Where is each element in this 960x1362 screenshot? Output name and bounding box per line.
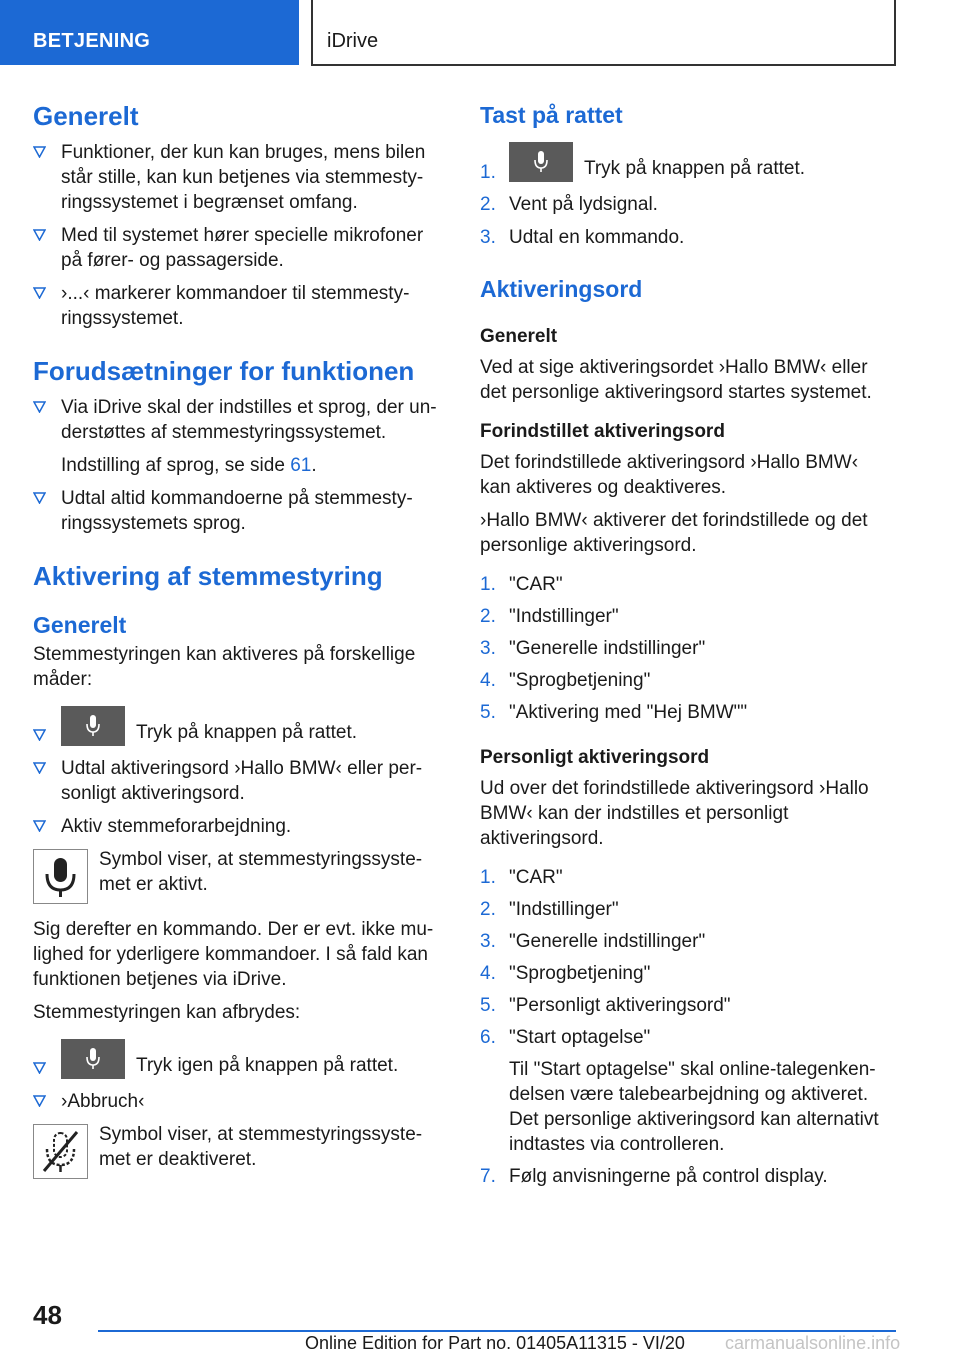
bullet-item: Udtal aktiveringsord ›Hallo BMW‹ eller personligt aktiveringsord. [33,756,443,806]
paragraph: Stemmestyringen kan afbrydes: [33,1002,301,1023]
triangle-bullet-icon [33,400,46,413]
section-title: BETJENING [33,30,151,52]
symbol-row: Symbol viser, at stemmestyringssystemet er aktivt. [33,847,443,903]
triangle-bullet-icon [33,286,46,299]
heading-tast: Tast på rattet [480,102,623,128]
left-column [33,100,443,1178]
step-item: 1. "CAR" [480,867,563,888]
chapter-title: iDrive [327,30,379,52]
step-item: 7. Følg anvisningerne på control display. [480,1166,828,1187]
bullet-item: ›...‹ markerer kommandoer til stemmestyringssystemet. [33,281,443,331]
bullet-item: Aktiv stemmeforarbejdning. [33,814,443,839]
steering-wheel-voice-button-icon [61,706,125,746]
step-item: 2. Vent på lydsignal. [480,194,658,215]
bullet-item: Tryk på knappen på rattet. [33,706,443,746]
heading-aktiveringsord: Aktiveringsord [480,276,643,302]
bullet-item: ›Abbruch‹ [33,1089,443,1114]
step-item: 3. "Generelle indstillinger" [480,931,706,952]
paragraph: Ved at sige aktiveringsordet ›Hallo BMW‹ eller det personlige aktiveringsord startes systemet. [480,357,872,403]
triangle-bullet-icon [33,819,46,832]
heading-forudsaetninger: Forudsætninger for funktionen [33,356,415,386]
triangle-bullet-icon [33,728,46,741]
footer-edition: Online Edition for Part no. 01405A11315 - VI/20 [305,1333,685,1353]
paragraph: Sig derefter en kommando. Der er evt. ikke mulighed for yderligere kommandoer. I så fald kan funktionen betjenes via iDrive. [33,919,434,990]
section-tab [0,0,299,65]
page-link[interactable]: 61 [290,455,312,476]
step-item: 3. Udtal en kommando. [480,227,685,248]
bullet-item: Tryk igen på knappen på rattet. [33,1039,443,1079]
step-item: 3. "Generelle indstillinger" [480,638,706,659]
page-number: 48 [33,1300,62,1330]
paragraph: Stemmestyringen kan aktiveres på forskellige måder: [33,644,416,690]
triangle-bullet-icon [33,145,46,158]
triangle-bullet-icon [33,228,46,241]
triangle-bullet-icon [33,1061,46,1074]
steering-wheel-voice-button-icon [509,142,573,182]
bullet-item: Med til systemet hører specielle mikrofoner på fører- og passagerside. [33,223,443,273]
step-item: 5. "Personligt aktiveringsord" [480,995,731,1016]
step-item: 4. "Sprogbetjening" [480,963,651,984]
subheading-generelt: Generelt [33,612,127,638]
right-column [480,100,890,1189]
subheading-generelt: Generelt [480,326,558,347]
watermark: carmanualsonline.info [725,1333,901,1353]
step-item: 4. "Sprogbetjening" [480,670,651,691]
paragraph: Ud over det forindstillede aktiveringsord ›Hallo BMW‹ kan der indstilles et personligt aktiveringsord. [480,778,869,849]
paragraph: ›Hallo BMW‹ aktiverer det forindstillede og det personlige aktiveringsord. [480,510,868,556]
step-item: 2. "Indstillinger" [480,606,619,627]
step-item: 1. Tryk på knappen på rattet. [480,142,890,182]
sub-paragraph: Indstilling af sprog, se side 61. [61,455,317,476]
step-item: 6. "Start optagelse" [480,1027,651,1048]
microphone-active-icon [33,849,88,904]
step-item: 2. "Indstillinger" [480,899,619,920]
bullet-item: Udtal altid kommandoerne på stemmestyringssystemets sprog. [33,486,443,536]
paragraph: Det forindstillede aktiveringsord ›Hallo BMW‹ kan aktiveres og deaktiveres. [480,452,859,498]
triangle-bullet-icon [33,761,46,774]
subheading-forindstillet: Forindstillet aktiveringsord [480,421,725,442]
bullet-item: Via iDrive skal der indstilles et sprog, der understøttes af stemmestyringssystemet. [33,395,443,445]
footer-divider [98,1330,896,1332]
triangle-bullet-icon [33,491,46,504]
step-item: 1. "CAR" [480,574,563,595]
steering-wheel-voice-button-icon [61,1039,125,1079]
heading-aktivering: Aktivering af stemmestyring [33,561,383,591]
subheading-personligt: Personligt aktiveringsord [480,747,710,768]
triangle-bullet-icon [33,1094,46,1107]
heading-generelt: Generelt [33,101,139,131]
bullet-item: Funktioner, der kun kan bruges, mens bilen står stille, kan kun betjenes via stemmestyringssystemet i begrænset omfang. [33,140,443,215]
step-note: Til "Start optagelse" skal online-talegenkendelsen være talebearbejdning og aktiveret. Det personlige aktiveringsord kan alternativt indtastes via controlleren. [509,1059,879,1155]
microphone-muted-icon [33,1124,88,1179]
step-item: 5. "Aktivering med "Hej BMW"" [480,702,748,723]
chapter-tab [311,0,896,66]
symbol-row: Symbol viser, at stemmestyringssystemet er deaktiveret. [33,1122,443,1178]
